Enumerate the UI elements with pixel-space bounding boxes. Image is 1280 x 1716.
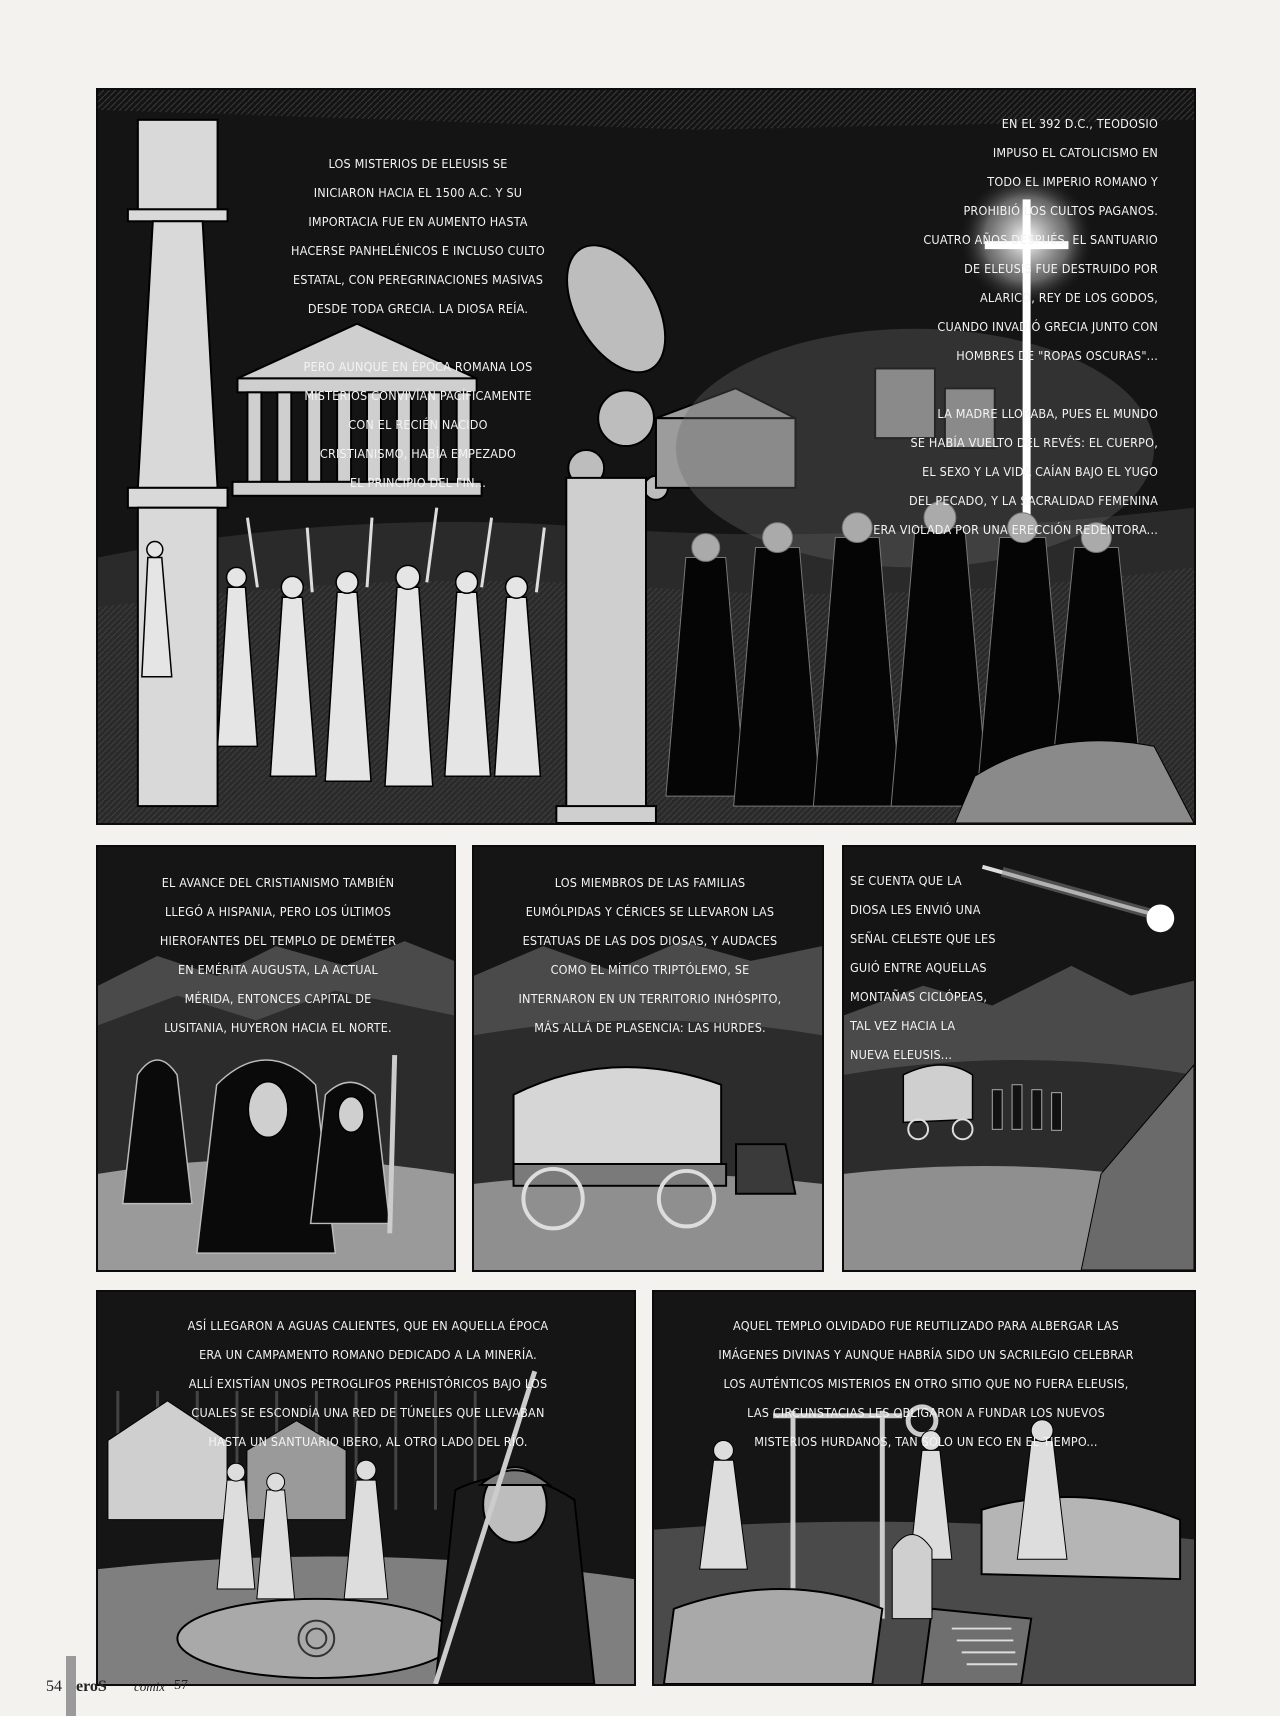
panel-aguas-calientes xyxy=(96,1290,636,1686)
caption-aguas-calientes: ASÍ LLEGARON A AGUAS CALIENTES, QUE EN AQUELLA ÉPOCA ERA UN CAMPAMENTO ROMANO DEDICADO A LA MINERÍA. ALLÍ EXISTÍAN UNOS PETROGLIFOS PREHISTÓRICOS BAJO LOS CUALES SE ESCONDÍA UNA RED DE TÚNELES QUE LLEVABAN HASTA UN SANTUARIO IBERO, AL OTRO LADO DEL RÍO. xyxy=(187,1317,549,1449)
panel-eleusis-destruction xyxy=(96,88,1196,825)
caption-teodosio: EN EL 392 D.C., TEODOSIO IMPUSO EL CATOLICISMO EN TODO EL IMPERIO ROMANO Y PROHIBIÓ LOS CULTOS PAGANOS. CUATRO AÑOS DESPUÉS, EL SANTUARIO DE ELEUSIS FUE DESTRUIDO POR ALARICO, REY DE LOS GODOS, CUANDO INVADIÓ GRECIA JUNTO CON HOMBRES DE "ROPAS OSCURAS"... LA MADRE LLORABA, PUES EL MUNDO SE HABÍA VUELTO DEL REVÉS: EL CUERPO, EL SEXO Y LA VIDA CAÍAN BAJO EL YUGO DEL PECADO, Y LA SACRALIDAD FEMENINA ERA VIOLADA POR UNA ERECCIÓN REDENTORA... xyxy=(873,115,1158,537)
caption-forgotten-temple: AQUEL TEMPLO OLVIDADO FUE REUTILIZADO PARA ALBERGAR LAS IMÁGENES DIVINAS Y AUNQUE HABRÍA SIDO UN SACRILEGIO CELEBRAR LOS AUTÉNTICOS MISTERIOS EN OTRO SITIO QUE NO FUERA ELEUSIS, LAS CIRCUNSTACIAS LES OBLIGARON A FUNDAR LOS NUEVOS MISTERIOS HURDANOS, TAN SÓLO UN ECO EN EL TIEMPO... xyxy=(718,1317,1134,1449)
caption-families: LOS MIEMBROS DE LAS FAMILIAS EUMÓLPIDAS Y CÉRICES SE LLEVARON LAS ESTATUAS DE LAS DOS DIOSAS, Y AUDACES COMO EL MÍTICO TRIPTÓLEMO, SE INTERNARON EN UN TERRITORIO INHÓSPITO, MÁS ALLÁ DE PLASENCIA: LAS HURDES. xyxy=(518,874,782,1035)
panel-celestial-sign xyxy=(842,845,1196,1272)
page-number: 54 xyxy=(46,1678,62,1695)
panel-forgotten-temple xyxy=(652,1290,1196,1686)
petroglyph-rock xyxy=(177,1599,455,1678)
page-edge-marker xyxy=(66,1656,76,1716)
magazine-brand: eroS xyxy=(76,1678,107,1695)
issue-number: 57 xyxy=(174,1678,188,1693)
broken-column xyxy=(556,478,656,823)
caption-celestial: SE CUENTA QUE LA DIOSA LES ENVIÓ UNA SEÑAL CELESTE QUE LES GUIÓ ENTRE AQUELLAS MONTAÑAS CICLÓPEAS, TAL VEZ HACIA LA NUEVA ELEUSIS... xyxy=(850,872,996,1062)
panel-wagon-journey xyxy=(472,845,824,1272)
caption-eleusis-intro: LOS MISTERIOS DE ELEUSIS SE INICIARON HACIA EL 1500 A.C. Y SU IMPORTACIA FUE EN AUMENTO HASTA HACERSE PANHELÉNICOS E INCLUSO CULTO ESTATAL, CON PEREGRINACIONES MASIVAS DESDE TODA GRECIA. LA DIOSA REÍA. PERO AUNQUE EN ÉPOCA ROMANA LOS MISTERIOS CONVIVÍAN PACÍFICAMENTE CON EL RECIÉN NACIDO CRISTIANISMO, HABÍA EMPEZADO EL PRINCIPIO DEL FIN... xyxy=(291,155,545,490)
panel-hispania-flight xyxy=(96,845,456,1272)
magazine-subtitle: comix xyxy=(134,1679,166,1694)
caption-hispania: EL AVANCE DEL CRISTIANISMO TAMBIÉN LLEGÓ A HISPANIA, PERO LOS ÚLTIMOS HIEROFANTES DEL TEMPLO DE DEMÉTER EN EMÉRITA AUGUSTA, LA ACTUAL MÉRIDA, ENTONCES CAPITAL DE LUSITANIA, HUYERON HACIA EL NORTE. xyxy=(159,874,397,1035)
